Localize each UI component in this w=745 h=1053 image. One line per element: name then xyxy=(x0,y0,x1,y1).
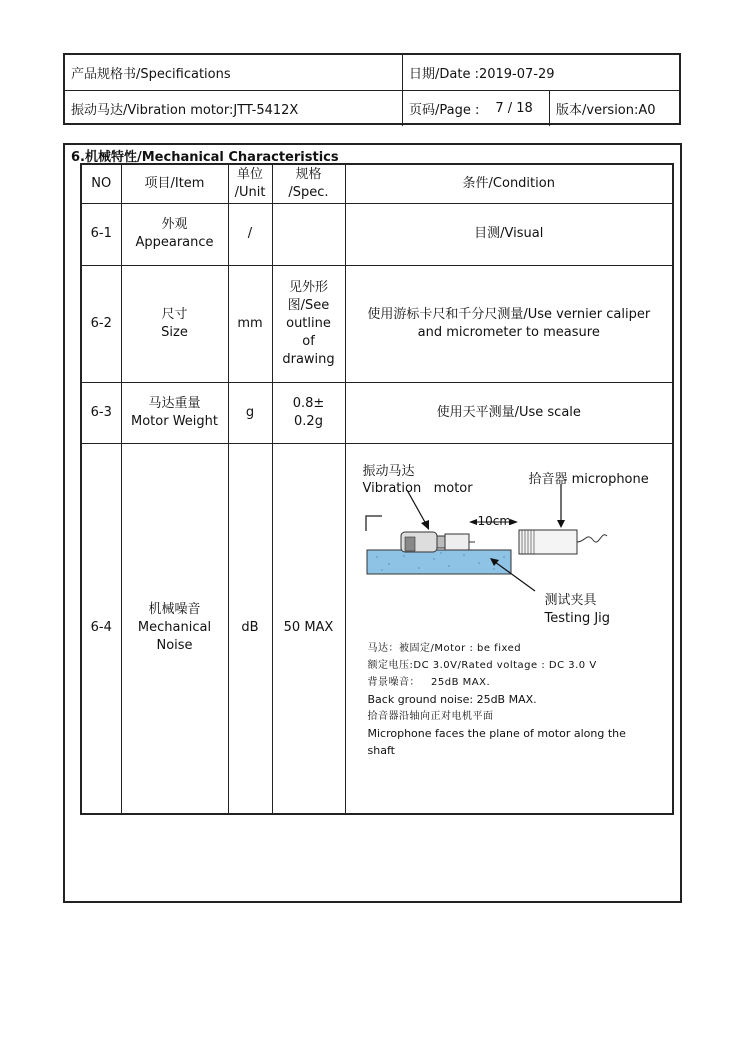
row-item xyxy=(121,382,228,443)
table-row xyxy=(81,443,673,814)
row-item xyxy=(121,265,228,382)
page-value: 7 / 18 xyxy=(495,101,533,116)
item-en: Appearance xyxy=(135,235,214,250)
jig-label-cn: 测试夹具 xyxy=(544,592,597,608)
document-header xyxy=(63,53,681,125)
jig-bracket xyxy=(366,516,382,531)
header-no: NO xyxy=(81,164,121,203)
spec-line: 图/See xyxy=(287,297,330,313)
row-item xyxy=(121,203,228,265)
spec-line: of xyxy=(302,333,315,349)
item-en: Mechanical xyxy=(137,620,212,636)
row-no: 6-3 xyxy=(81,382,121,443)
header-spec-en: /Spec. xyxy=(288,184,329,200)
header-condition: 条件/Condition xyxy=(345,164,673,203)
table-row xyxy=(81,265,673,382)
spec-line: 0.2g xyxy=(294,413,323,429)
doc-title: 产品规格书/Specifications xyxy=(65,55,403,90)
header-row-2 xyxy=(65,91,679,126)
row-condition: 目测/Visual xyxy=(345,203,673,265)
row-item xyxy=(121,443,228,814)
item-cn: 马达重量 xyxy=(148,395,201,411)
row-unit: mm xyxy=(228,265,272,382)
item-en: Noise xyxy=(156,638,193,654)
doc-date: 日期/Date :2019-07-29 xyxy=(409,67,555,82)
test-notes xyxy=(368,640,626,759)
condition-line: 使用游标卡尺和千分尺测量/Use vernier caliper xyxy=(367,306,651,322)
spec-line: 见外形 xyxy=(288,279,328,295)
row-no: 6-4 xyxy=(81,443,121,814)
row-spec xyxy=(272,203,345,265)
noise-test-cell xyxy=(345,443,673,814)
product-name: 振动马达/Vibration motor:JTT-5412X xyxy=(65,91,403,126)
row-unit: dB xyxy=(228,443,272,814)
header-unit-cn: 单位 xyxy=(236,166,263,182)
item-en: Size xyxy=(161,324,188,340)
vibration-motor xyxy=(401,532,475,552)
page-number xyxy=(403,91,550,126)
header-unit xyxy=(228,164,272,203)
row-no: 6-1 xyxy=(81,203,121,265)
note-line: Back ground noise: 25dB MAX. xyxy=(367,692,537,706)
item-en: Motor Weight xyxy=(131,413,218,429)
table-header-row xyxy=(81,164,673,203)
row-no: 6-2 xyxy=(81,265,121,382)
header-item: 项目/Item xyxy=(121,164,228,203)
table-row xyxy=(81,382,673,443)
motor-label-cn: 振动马达 xyxy=(362,463,415,479)
row-spec xyxy=(272,382,345,443)
section-title: 6.机械特性/Mechanical Characteristics xyxy=(71,150,339,165)
note-line: 拾音器沿轴向正对电机平面 xyxy=(367,710,494,722)
row-condition: 使用天平测量/Use scale xyxy=(345,382,673,443)
header-spec xyxy=(272,164,345,203)
table-row xyxy=(81,203,673,265)
spec-line: drawing xyxy=(282,351,335,367)
jig-label-en: Testing Jig xyxy=(544,610,611,626)
testing-jig-block xyxy=(367,550,511,574)
jig-pointer-arrow xyxy=(495,562,535,591)
doc-version: 版本/version:A0 xyxy=(556,103,656,118)
note-line: Microphone faces the plane of motor along the xyxy=(367,726,626,740)
row-spec: 50 MAX xyxy=(272,443,345,814)
microphone xyxy=(519,530,607,554)
note-line: shaft xyxy=(367,743,395,757)
row-condition xyxy=(345,265,673,382)
microphone-label: 拾音器 microphone xyxy=(528,471,649,487)
row-unit: / xyxy=(228,203,272,265)
note-line: 马达：被固定/Motor : be fixed xyxy=(367,642,522,654)
spec-line: outline xyxy=(286,315,331,331)
item-cn: 机械噪音 xyxy=(148,602,201,618)
mechanical-spec-table xyxy=(80,163,674,815)
header-row-1 xyxy=(65,55,679,91)
item-cn: 外观 xyxy=(161,217,188,232)
motor-label xyxy=(363,463,473,497)
row-spec xyxy=(272,265,345,382)
jig-label xyxy=(545,592,611,628)
motor-label-en: Vibration motor xyxy=(362,480,473,496)
spec-line: 0.8± xyxy=(292,395,325,411)
note-line: 背景噪音： 25dB MAX. xyxy=(367,676,491,688)
row-unit: g xyxy=(228,382,272,443)
distance-label: 10cm xyxy=(477,513,512,528)
header-unit-en: /Unit xyxy=(234,184,266,200)
note-line: 额定电压:DC 3.0V/Rated voltage : DC 3.0 V xyxy=(367,659,597,671)
page-label: 页码/Page : xyxy=(409,103,480,118)
item-cn: 尺寸 xyxy=(161,306,188,322)
noise-test-diagram xyxy=(349,444,670,813)
header-spec-cn: 规格 xyxy=(295,166,322,182)
condition-line: and micrometer to measure xyxy=(417,324,600,340)
